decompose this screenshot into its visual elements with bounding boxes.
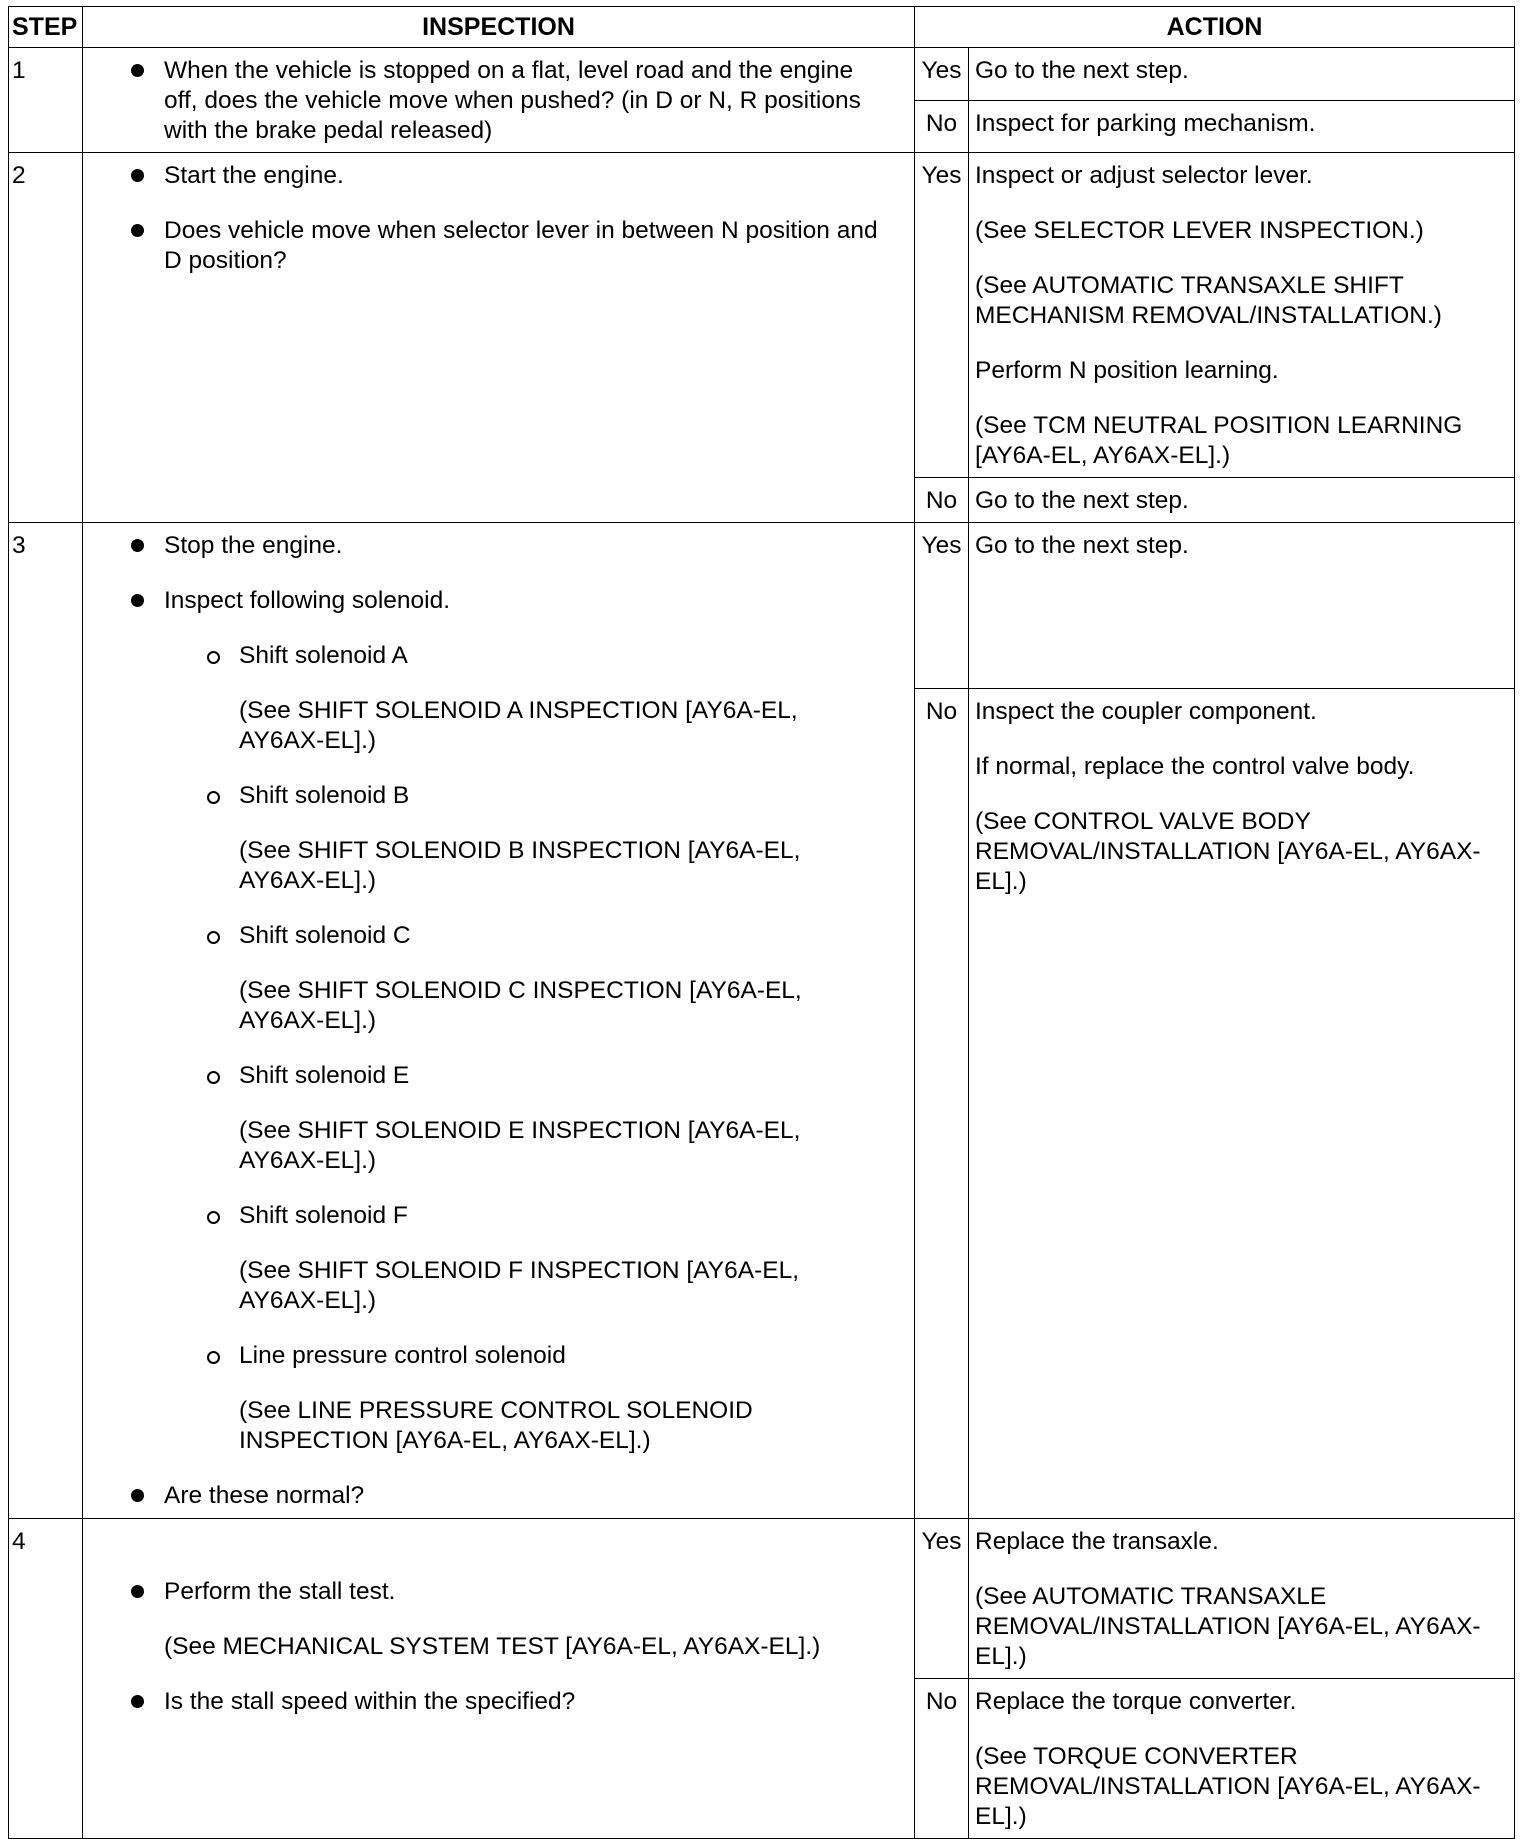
solenoid-item <box>83 1061 886 1091</box>
no-action <box>969 100 1515 153</box>
inspection-cell <box>83 1519 915 1839</box>
action-reference: (See SELECTOR LEVER INSPECTION.) <box>975 217 1424 244</box>
bullet-icon <box>131 1489 144 1502</box>
bullet-icon <box>131 64 144 77</box>
action-reference: (See CONTROL VALVE BODY REMOVAL/INSTALLATION [AY6A-EL, AY6AX-EL].) <box>975 808 1481 895</box>
bullet-icon <box>131 594 144 607</box>
bullet-icon <box>131 1585 144 1598</box>
solenoid-item <box>83 1341 886 1371</box>
inspection-text: Does vehicle move when selector lever in between N position and D position? <box>164 217 878 274</box>
action-reference: (See AUTOMATIC TRANSAXLE REMOVAL/INSTALLATION [AY6A-EL, AY6AX-EL].) <box>975 1583 1481 1670</box>
solenoid-name: Shift solenoid A <box>239 642 408 669</box>
yes-action <box>969 48 1515 101</box>
step-number: 4 <box>9 1519 83 1839</box>
bullet-item <box>83 1577 886 1607</box>
yes-action <box>969 1519 1515 1679</box>
yes-label: Yes <box>915 48 969 101</box>
yes-action <box>969 153 1515 478</box>
yes-action <box>969 523 1515 689</box>
action-text: Go to the next step. <box>975 532 1189 559</box>
bullet-item <box>83 1687 886 1717</box>
bullet-item <box>83 531 886 561</box>
action-text: Perform N position learning. <box>975 357 1279 384</box>
sub-bullet-icon <box>207 791 220 804</box>
solenoid-reference: (See SHIFT SOLENOID F INSPECTION [AY6A-EL, AY6AX-EL].) <box>239 1257 800 1314</box>
no-action <box>969 1679 1515 1839</box>
inspection-text: Stop the engine. <box>164 532 343 559</box>
bullet-item <box>83 216 886 276</box>
solenoid-reference: (See SHIFT SOLENOID C INSPECTION [AY6A-EL, AY6AX-EL].) <box>239 977 802 1034</box>
step-column-header: STEP <box>9 7 83 48</box>
sub-bullet-icon <box>207 1351 220 1364</box>
bullet-item <box>83 161 886 191</box>
solenoid-item <box>83 921 886 951</box>
action-text: Inspect or adjust selector lever. <box>975 162 1313 189</box>
no-label: No <box>915 478 969 523</box>
sub-bullet-icon <box>207 931 220 944</box>
table-header-row <box>9 7 1515 48</box>
step-number: 1 <box>9 48 83 153</box>
no-action <box>969 689 1515 1519</box>
yes-label: Yes <box>915 1519 969 1679</box>
sub-bullet-icon <box>207 1071 220 1084</box>
inspection-text: Inspect following solenoid. <box>164 587 451 614</box>
yes-label: Yes <box>915 523 969 689</box>
solenoid-name: Shift solenoid F <box>239 1202 408 1229</box>
step-number: 2 <box>9 153 83 523</box>
bullet-icon <box>131 539 144 552</box>
action-text: If normal, replace the control valve body. <box>975 753 1415 780</box>
table-row <box>9 523 1515 689</box>
bullet-item <box>83 586 886 616</box>
yes-label: Yes <box>915 153 969 478</box>
inspection-text: Is the stall speed within the specified? <box>164 1687 576 1715</box>
diagnostic-table <box>8 6 1515 1839</box>
solenoid-name: Shift solenoid B <box>239 782 410 809</box>
solenoid-item <box>83 781 886 811</box>
action-reference: (See AUTOMATIC TRANSAXLE SHIFT MECHANISM REMOVAL/INSTALLATION.) <box>975 272 1442 329</box>
inspection-reference: (See MECHANICAL SYSTEM TEST [AY6A-EL, AY6AX-EL].) <box>164 1632 821 1660</box>
no-action <box>969 478 1515 523</box>
action-column-header: ACTION <box>915 7 1515 48</box>
table-row <box>9 48 1515 101</box>
solenoid-name: Line pressure control solenoid <box>239 1342 566 1369</box>
inspection-column-header: INSPECTION <box>83 7 915 48</box>
action-text: Inspect for parking mechanism. <box>975 109 1316 137</box>
inspection-cell <box>83 48 915 153</box>
solenoid-reference: (See SHIFT SOLENOID E INSPECTION [AY6A-EL, AY6AX-EL].) <box>239 1117 801 1174</box>
sub-bullet-icon <box>207 1211 220 1224</box>
action-reference: (See TORQUE CONVERTER REMOVAL/INSTALLATION [AY6A-EL, AY6AX-EL].) <box>975 1743 1481 1830</box>
solenoid-reference: (See SHIFT SOLENOID A INSPECTION [AY6A-EL, AY6AX-EL].) <box>239 697 798 754</box>
action-text: Go to the next step. <box>975 487 1189 514</box>
inspection-text: Perform the stall test. <box>164 1577 396 1605</box>
action-text: Replace the transaxle. <box>975 1528 1219 1555</box>
solenoid-item <box>83 641 886 671</box>
inspection-cell <box>83 523 915 1519</box>
action-reference: (See TCM NEUTRAL POSITION LEARNING [AY6A-EL, AY6AX-EL].) <box>975 412 1463 469</box>
bullet-item <box>83 1481 886 1511</box>
no-label: No <box>915 689 969 1519</box>
no-label: No <box>915 1679 969 1839</box>
table-row <box>9 153 1515 478</box>
action-text: Go to the next step. <box>975 57 1189 84</box>
step-number: 3 <box>9 523 83 1519</box>
solenoid-reference: (See LINE PRESSURE CONTROL SOLENOID INSPECTION [AY6A-EL, AY6AX-EL].) <box>239 1397 753 1454</box>
inspection-text: When the vehicle is stopped on a flat, level road and the engine off, does the vehicle move when pushed? (in D or N, R positions with the brake pedal released) <box>164 57 861 144</box>
action-text: Inspect the coupler component. <box>975 698 1317 725</box>
bullet-icon <box>131 169 144 182</box>
sub-bullet-icon <box>207 651 220 664</box>
solenoid-name: Shift solenoid E <box>239 1062 410 1089</box>
bullet-icon <box>131 1695 144 1708</box>
action-text: Replace the torque converter. <box>975 1688 1297 1715</box>
bullet-item <box>83 56 886 146</box>
no-label: No <box>915 100 969 153</box>
inspection-text: Start the engine. <box>164 162 344 189</box>
solenoid-item <box>83 1201 886 1231</box>
table-row <box>9 1519 1515 1679</box>
inspection-text: Are these normal? <box>164 1482 365 1509</box>
bullet-icon <box>131 224 144 237</box>
inspection-cell <box>83 153 915 523</box>
solenoid-name: Shift solenoid C <box>239 922 411 949</box>
solenoid-reference: (See SHIFT SOLENOID B INSPECTION [AY6A-EL, AY6AX-EL].) <box>239 837 801 894</box>
